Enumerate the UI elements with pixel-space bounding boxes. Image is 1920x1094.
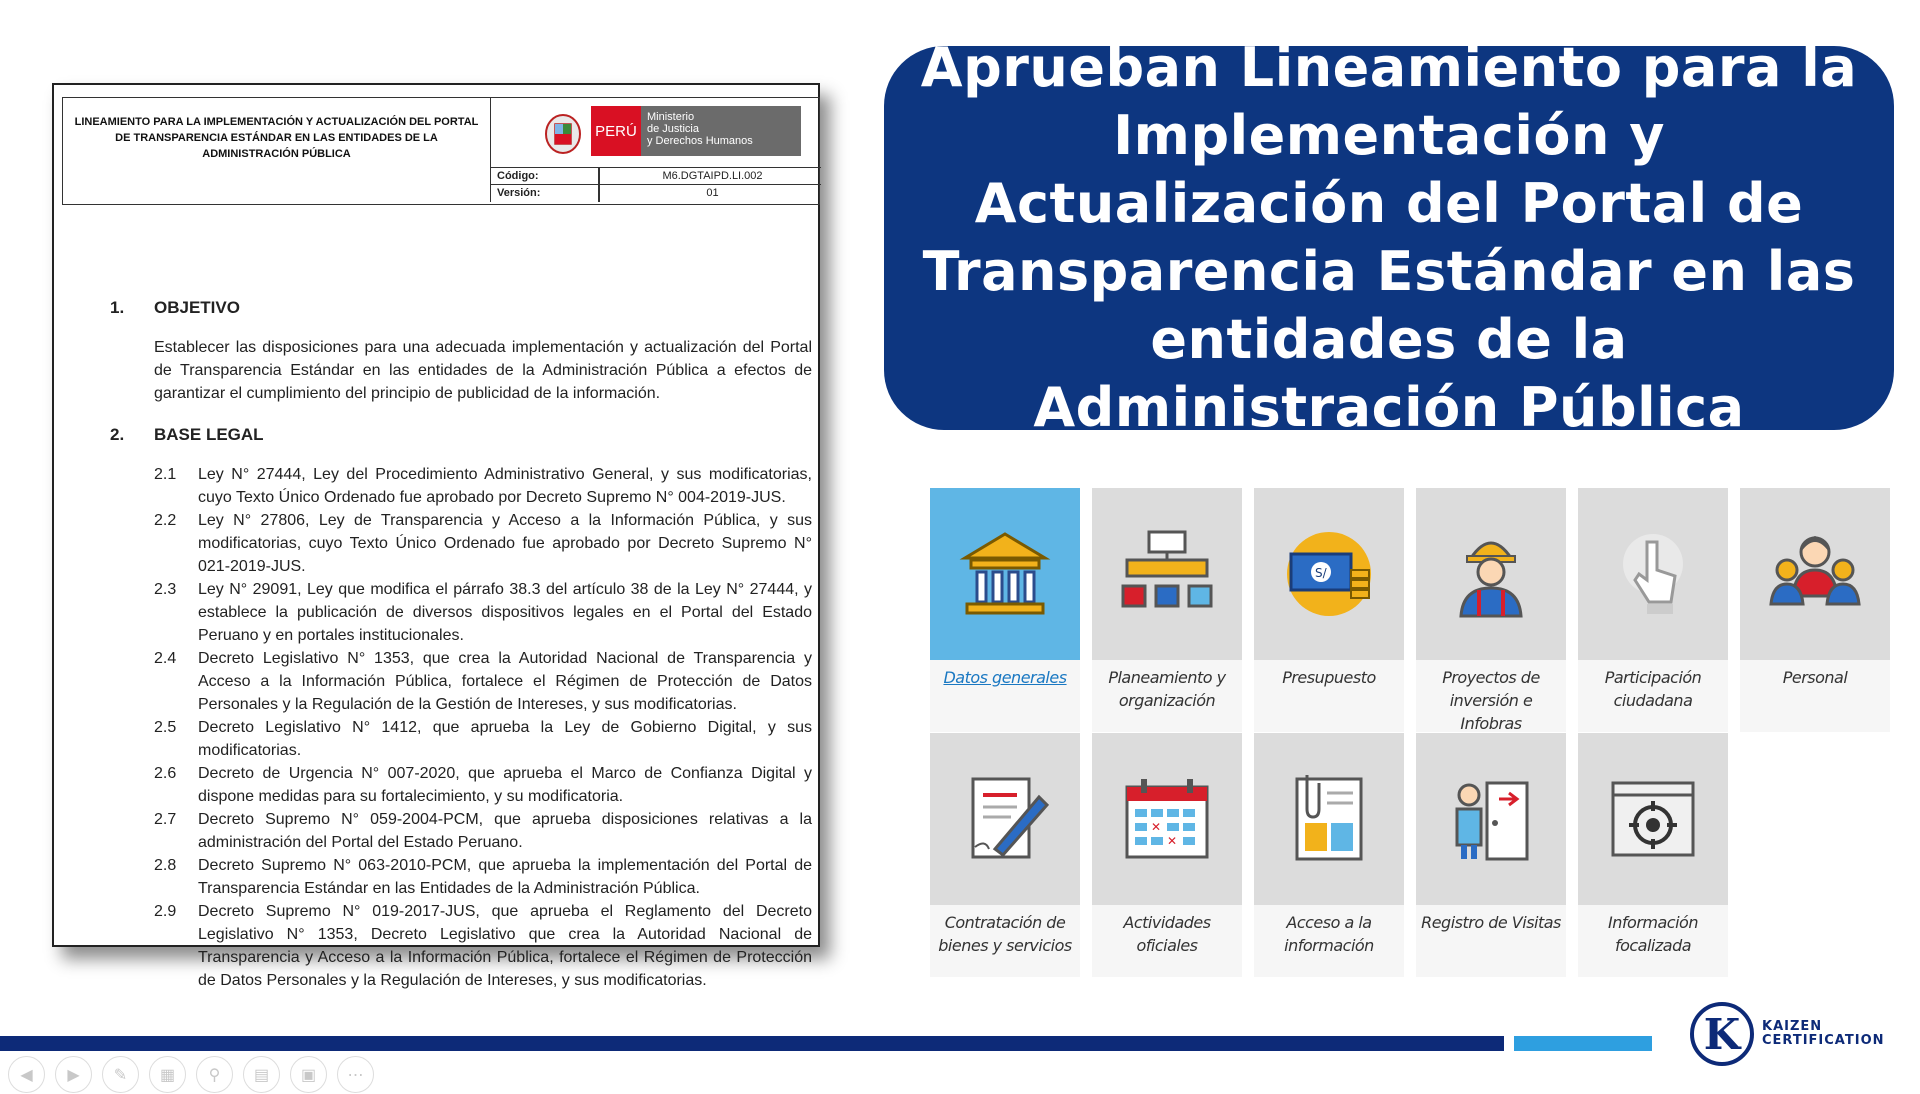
portal-tile-icon-area — [930, 733, 1080, 905]
next-slide-icon[interactable]: ▶ — [55, 1056, 92, 1093]
portal-tile-label: Acceso a la información — [1284, 913, 1374, 955]
portal-tile-icon-area — [1254, 733, 1404, 905]
law-number: 2.8 — [154, 857, 177, 874]
money-icon — [1279, 524, 1379, 624]
document-header-title: LINEAMIENTO PARA LA IMPLEMENTACIÓN Y ACTUALIZACIÓN DEL PORTAL DE TRANSPARENCIA ESTÁNDAR EN LAS ENTIDADES DE LA ADMINISTRACIÓN PÚBLICA — [63, 98, 491, 202]
kaizen-line-2: CERTIFICATION — [1762, 1033, 1885, 1048]
svg-text:✕: ✕ — [1167, 834, 1178, 848]
portal-tile-presupuesto[interactable] — [1254, 488, 1404, 732]
law-item — [110, 578, 812, 647]
laws-list — [110, 463, 812, 992]
law-text: Decreto Supremo N° 059-2004-PCM, que aprueba disposiciones relativas a la administración del Portal del Estado Peruano. — [198, 811, 812, 851]
portal-tile-label: Planeamiento y organización — [1108, 668, 1226, 710]
portal-tile-icon-area — [1416, 488, 1566, 660]
law-number: 2.5 — [154, 719, 177, 736]
visitor-door-icon — [1441, 769, 1541, 869]
portal-tile-acceso-a-la-informacion[interactable] — [1254, 733, 1404, 977]
footer-bar-light — [1514, 1036, 1652, 1051]
kaizen-wordmark — [1762, 1020, 1885, 1048]
law-number: 2.7 — [154, 811, 177, 828]
law-item — [110, 509, 812, 578]
previous-slide-icon[interactable]: ◀ — [8, 1056, 45, 1093]
portal-tile-icon-area — [930, 488, 1080, 660]
law-item — [110, 854, 812, 900]
portal-tile-registro-de-visitas[interactable] — [1416, 733, 1566, 977]
law-text: Decreto Supremo N° 019-2017-JUS, que aprueba el Reglamento del Decreto Legislativo N° 1353, Decreto Legislativo que crea la Autoridad Nacional de Transparencia y Acceso a la Información Pública, fortalece el Régimen de Protección de Datos Personales y la Regulación de Intereses, y sus modificatorias. — [198, 903, 812, 989]
coat-of-arms-icon — [543, 112, 583, 156]
org-chart-icon — [1117, 524, 1217, 624]
section-number: 1. — [110, 298, 125, 317]
document-page — [52, 83, 820, 989]
portal-tile-icon-area — [1092, 488, 1242, 660]
portal-tile-personal[interactable] — [1740, 488, 1890, 732]
version-value: 01 — [706, 187, 719, 199]
portal-tile-icon-area — [1254, 488, 1404, 660]
document-body — [110, 213, 812, 992]
zoom-icon[interactable]: ⚲ — [196, 1056, 233, 1093]
codigo-row — [491, 168, 821, 185]
pen-icon[interactable]: ✎ — [102, 1056, 139, 1093]
svg-text:S/: S/ — [1315, 566, 1327, 580]
title-banner — [884, 36, 1894, 439]
kaizen-logo — [1690, 1002, 1902, 1068]
section-number: 2. — [110, 425, 125, 444]
portal-tile-label: Actividades oficiales — [1123, 913, 1211, 955]
portal-tile-planeamiento-y-organizacion[interactable] — [1092, 488, 1242, 732]
banner-title: Aprueban Lineamiento para la Implementación y Actualización del Portal de Transparencia Estándar en las entidades de la Administración Pública — [920, 36, 1858, 439]
portal-tile-label: Presupuesto — [1282, 668, 1376, 687]
people-icon — [1765, 524, 1865, 624]
slides-overview-icon[interactable]: ▦ — [149, 1056, 186, 1093]
kaizen-line-1: KAIZEN — [1762, 1019, 1823, 1034]
hand-pointer-icon — [1603, 524, 1703, 624]
bank-icon — [955, 524, 1055, 624]
version-label: Versión: — [497, 187, 541, 199]
law-number: 2.1 — [154, 466, 177, 483]
kaizen-k-icon: K — [1690, 1002, 1754, 1066]
target-window-icon — [1603, 769, 1703, 869]
law-item — [110, 808, 812, 854]
portal-tile-informacion-focalizada[interactable] — [1578, 733, 1728, 977]
law-item — [110, 463, 812, 509]
law-item — [110, 716, 812, 762]
ministry-line-3: y Derechos Humanos — [647, 135, 753, 147]
portal-tile-label: Personal — [1782, 668, 1848, 687]
law-number: 2.2 — [154, 512, 177, 529]
portal-tile-label: Información focalizada — [1608, 913, 1698, 955]
codigo-label: Código: — [497, 170, 539, 182]
ministry-name — [641, 106, 801, 156]
section-heading-objetivo — [110, 296, 812, 324]
section-heading-base-legal — [110, 423, 812, 451]
section-title: BASE LEGAL — [154, 425, 264, 444]
law-text: Decreto de Urgencia N° 007-2020, que aprueba el Marco de Confianza Digital y dispone medidas para su fortalecimiento, y su modificatoria. — [198, 765, 812, 805]
law-text: Decreto Legislativo N° 1412, que aprueba la Ley de Gobierno Digital, y sus modificatorias. — [198, 719, 812, 759]
portal-tile-participacion-ciudadana[interactable] — [1578, 488, 1728, 732]
portal-tile-proyectos-de-inversion-e-infobras[interactable] — [1416, 488, 1566, 732]
portal-tile-datos-generales[interactable] — [930, 488, 1080, 732]
ministry-line-1: Ministerio — [647, 111, 695, 123]
portal-tile-contratacion-de-bienes-y-servicios[interactable] — [930, 733, 1080, 977]
more-options-icon[interactable]: ⋯ — [337, 1056, 374, 1093]
version-row — [491, 185, 821, 202]
ministry-line-2: de Justicia — [647, 123, 699, 135]
law-item — [110, 647, 812, 716]
portal-tile-label: Participación ciudadana — [1604, 668, 1702, 710]
law-item — [110, 762, 812, 808]
portal-tile-icon-area — [1578, 488, 1728, 660]
law-number: 2.4 — [154, 650, 177, 667]
portal-tile-label: Proyectos de inversión e Infobras — [1442, 668, 1540, 733]
law-text: Decreto Legislativo N° 1353, que crea la Autoridad Nacional de Transparencia y Acceso a la Información Pública, fortalece el Régimen de Protección de Datos Personales y la Regulación de la Gestión de Intereses, y sus modificatorias. — [198, 650, 812, 713]
portal-tile-actividades-oficiales[interactable] — [1092, 733, 1242, 977]
law-number: 2.3 — [154, 581, 177, 598]
law-text: Ley N° 27806, Ley de Transparencia y Acceso a la Información Pública, y sus modificatorias, cuyo Texto Único Ordenado fue aprobado por Decreto Supremo N° 021-2019-JUS. — [198, 512, 812, 575]
calendar-icon — [1117, 769, 1217, 869]
codigo-value: M6.DGTAIPD.LI.002 — [662, 170, 763, 182]
worker-icon — [1441, 524, 1541, 624]
subtitles-icon[interactable]: ▤ — [243, 1056, 280, 1093]
law-number: 2.9 — [154, 903, 177, 920]
document-clip-icon — [1279, 769, 1379, 869]
document-header — [62, 97, 820, 205]
ministry-logo — [491, 98, 821, 168]
presentation-controls — [8, 1056, 374, 1094]
section-title: OBJETIVO — [154, 298, 240, 317]
portal-tile-icon-area — [1092, 733, 1242, 905]
peru-label: PERÚ — [591, 106, 641, 156]
portal-tile-label: Registro de Visitas — [1421, 913, 1561, 932]
law-item — [110, 900, 812, 992]
contract-pen-icon — [955, 769, 1055, 869]
law-text: Ley N° 27444, Ley del Procedimiento Administrativo General, y sus modificatorias, cuyo Texto Único Ordenado fue aprobado por Decreto Supremo N° 004-2019-JUS. — [198, 466, 812, 506]
objetivo-paragraph: Establecer las disposiciones para una adecuada implementación y actualización del Portal de Transparencia Estándar en las entidades de la Administración Pública a efectos de garantizar el cumplimiento del principio de publicidad de la información. — [154, 339, 812, 402]
svg-text:✕: ✕ — [1151, 820, 1162, 834]
law-text: Ley N° 29091, Ley que modifica el párrafo 38.3 del artículo 38 de la Ley N° 27444, y establece la publicación de diversos dispositivos legales en el Portal del Estado Peruano y en portales institucionales. — [198, 581, 812, 644]
portal-tile-icon-area — [1740, 488, 1890, 660]
portal-tile-icon-area — [1578, 733, 1728, 905]
portal-tile-icon-area — [1416, 733, 1566, 905]
camera-off-icon[interactable]: ▣ — [290, 1056, 327, 1093]
law-number: 2.6 — [154, 765, 177, 782]
law-text: Decreto Supremo N° 063-2010-PCM, que aprueba la implementación del Portal de Transparencia Estándar en las Entidades de la Administración Pública. — [198, 857, 812, 897]
footer-bar-dark — [0, 1036, 1504, 1051]
portal-tile-label: Contratación de bienes y servicios — [938, 913, 1072, 955]
portal-tile-label: Datos generales — [943, 668, 1067, 687]
